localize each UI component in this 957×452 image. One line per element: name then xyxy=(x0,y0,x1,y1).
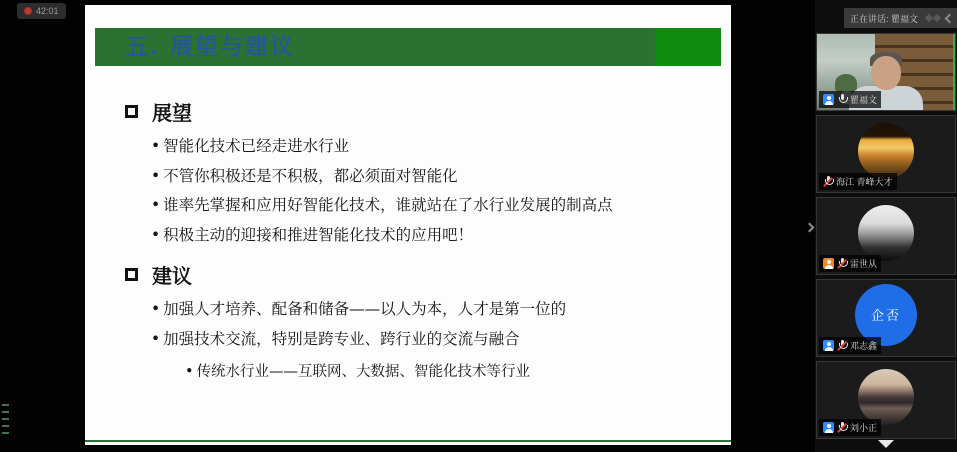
section-heading-outlook xyxy=(125,97,731,126)
suggestions-sub-bullet-list xyxy=(85,360,731,381)
mic-muted-icon xyxy=(837,340,847,351)
participant-name: 刘小正 xyxy=(850,423,878,433)
section-heading-suggestions xyxy=(125,260,731,289)
slide-title-bar xyxy=(95,28,655,66)
participant-name: 瞿福文 xyxy=(850,95,878,105)
suggestions-bullet-list xyxy=(85,300,731,348)
collapse-arrow-icon[interactable] xyxy=(945,13,955,23)
recording-time: 42:01 xyxy=(36,6,59,16)
square-bullet-icon xyxy=(125,105,138,118)
mic-muted-icon xyxy=(837,422,847,433)
participant-video-tile[interactable] xyxy=(816,115,956,193)
slide-title-accent-block xyxy=(655,28,721,66)
bullet-item: • 加强技术交流，特别是跨专业、跨行业的交流与融合 xyxy=(151,330,731,349)
section-heading-label: 展望 xyxy=(152,101,192,125)
avatar xyxy=(858,369,914,425)
shared-slide xyxy=(85,5,731,445)
participant-name-tag xyxy=(819,91,881,108)
bullet-item: • 不管你积极还是不积极，都必须面对智能化 xyxy=(151,167,731,186)
member-badge-icon xyxy=(823,340,834,351)
participant-name-tag xyxy=(819,337,881,354)
participant-name-tag xyxy=(819,255,881,272)
participant-video-tile[interactable] xyxy=(816,197,956,275)
outlook-bullet-list xyxy=(85,137,731,244)
square-bullet-icon xyxy=(125,268,138,281)
avatar-initials: 企否 xyxy=(870,308,901,324)
audio-level-indicator xyxy=(2,404,9,434)
mic-on-icon xyxy=(837,94,847,105)
participant-video-tile[interactable] xyxy=(816,33,956,111)
section-heading-label: 建议 xyxy=(152,264,192,289)
avatar xyxy=(858,123,914,179)
participants-sidebar xyxy=(815,0,957,452)
participant-video-tile[interactable] xyxy=(816,361,956,439)
slide-body xyxy=(85,81,731,389)
recording-badge xyxy=(17,3,66,19)
mic-muted-icon xyxy=(823,176,833,187)
slide-bottom-rule xyxy=(85,440,731,442)
layout-view-icon[interactable] xyxy=(926,15,940,21)
participant-name-tag xyxy=(819,173,897,190)
sidebar-expand-chevron-icon[interactable] xyxy=(805,223,815,233)
active-speaker-border xyxy=(953,33,956,111)
participant-name: 雷世从 xyxy=(850,259,878,269)
host-badge-icon xyxy=(823,94,834,105)
recording-dot-icon xyxy=(24,7,32,15)
slide-title: 五. 展望与建议 xyxy=(125,33,296,60)
avatar xyxy=(858,205,914,261)
member-badge-icon xyxy=(823,422,834,433)
active-speaker-label: 正在讲话: 瞿福文 xyxy=(850,13,919,24)
participant-name: 邓志鑫 xyxy=(850,341,878,351)
member-badge-icon xyxy=(823,258,834,269)
bullet-item: • 积极主动的迎接和推进智能化技术的应用吧！ xyxy=(151,226,731,245)
participant-name: 海江 青峰大才 xyxy=(836,177,893,187)
bullet-item: • 智能化技术已经走进水行业 xyxy=(151,137,731,156)
active-speaker-bar xyxy=(844,8,957,28)
scroll-down-arrow-icon[interactable] xyxy=(878,440,894,448)
participant-name-tag xyxy=(819,419,881,436)
mic-muted-icon xyxy=(837,258,847,269)
bullet-item: • 加强人才培养、配备和储备——以人为本，人才是第一位的 xyxy=(151,300,731,319)
participant-video-tile[interactable] xyxy=(816,279,956,357)
bullet-item: • 谁率先掌握和应用好智能化技术，谁就站在了水行业发展的制高点 xyxy=(151,196,731,215)
sub-bullet-item: • 传统水行业——互联网、大数据、智能化技术等行业 xyxy=(185,360,731,381)
